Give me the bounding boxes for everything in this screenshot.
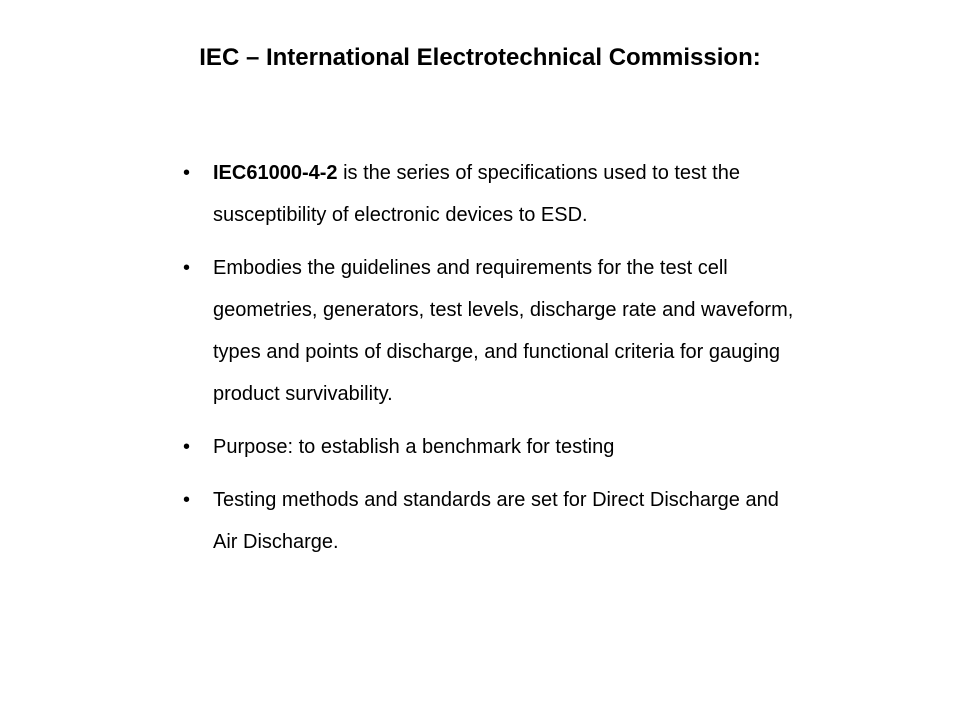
slide-title: IEC – International Electrotechnical Commission: bbox=[199, 44, 761, 71]
bullet-text: Testing methods and standards are set for Direct Discharge and Air Discharge. bbox=[213, 489, 779, 553]
bullet-text: is the series of specifications used to test the susceptibility of electronic devices to ESD. bbox=[213, 162, 740, 226]
bullet-marker: • bbox=[183, 436, 191, 458]
bullet-text: Embodies the guidelines and requirements for the test cell geometries, generators, test levels, discharge rate and waveform, types and points of discharge, and functional criteria for gauging product survivability. bbox=[213, 257, 794, 405]
bullet-marker: • bbox=[183, 162, 191, 184]
bullet-text: Purpose: to establish a benchmark for testing bbox=[213, 436, 615, 458]
bullet-marker: • bbox=[183, 257, 191, 279]
bullet-bold-term: IEC61000-4-2 bbox=[213, 162, 338, 184]
bullet-item bbox=[183, 479, 803, 563]
bullet-item bbox=[183, 426, 803, 468]
bullet-marker: • bbox=[183, 489, 191, 511]
bullet-item bbox=[183, 152, 803, 236]
bullet-list bbox=[183, 152, 803, 574]
bullet-item bbox=[183, 247, 803, 415]
